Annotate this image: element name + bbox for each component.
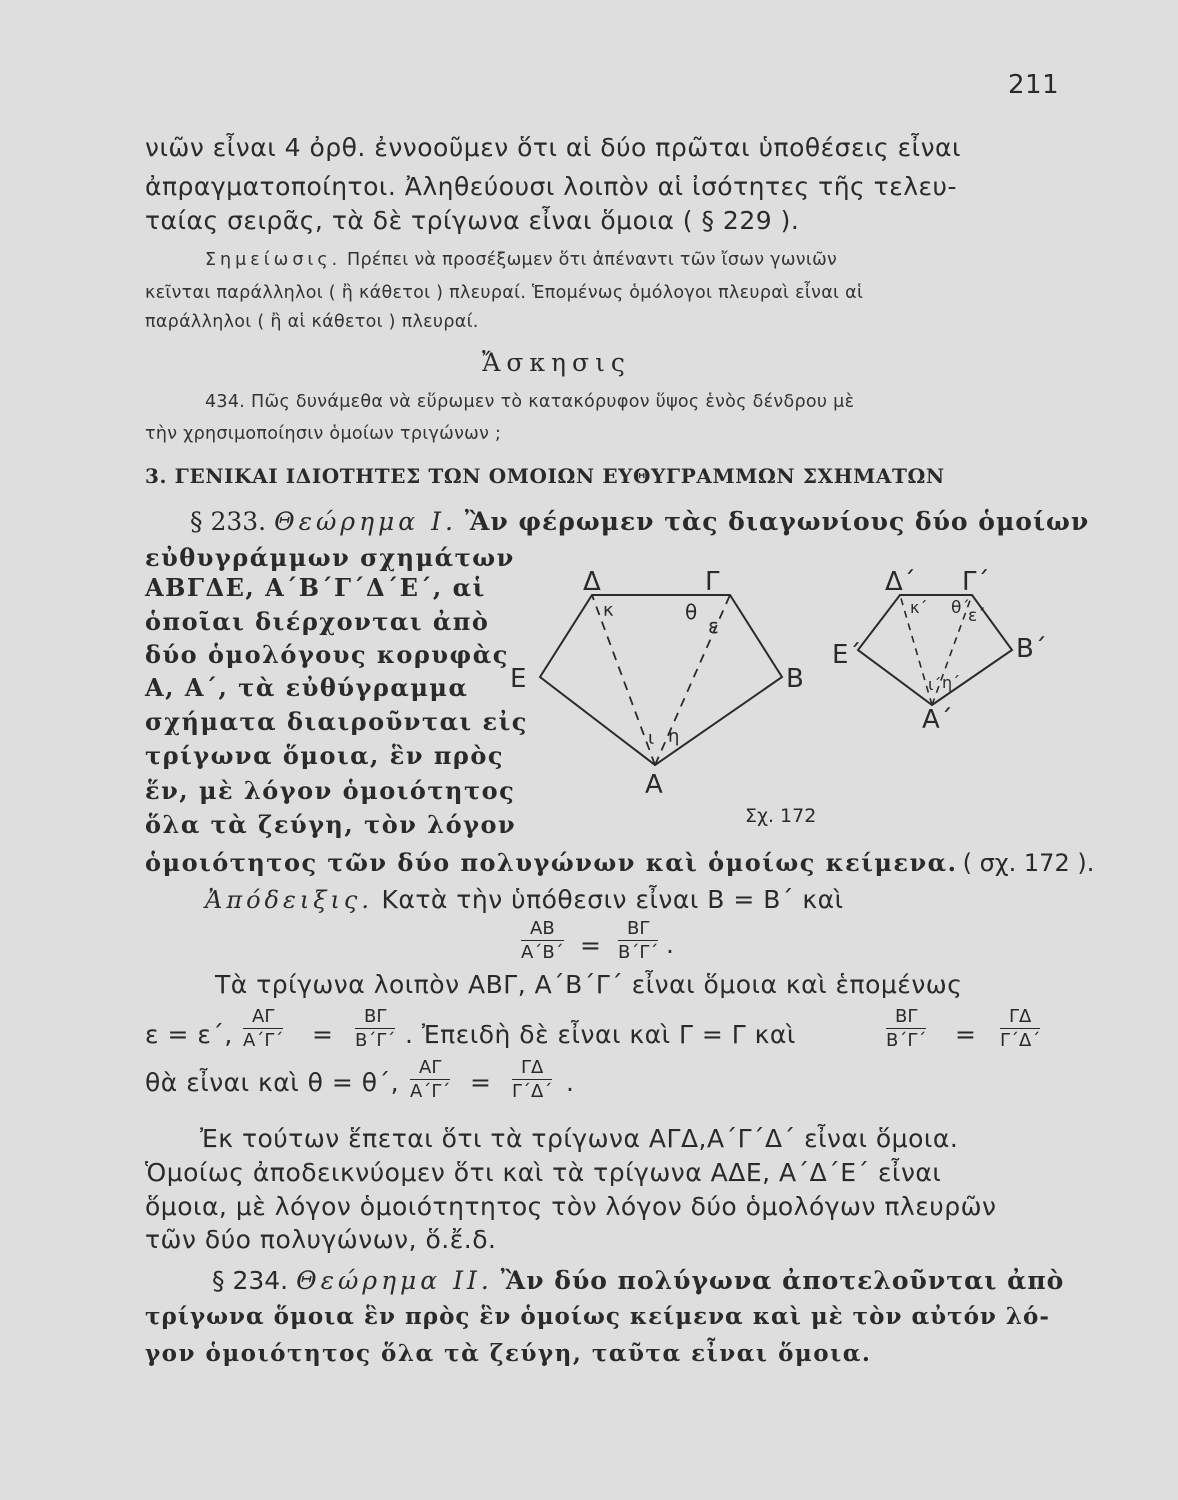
frac2-num: ΒΓ bbox=[618, 918, 658, 941]
note-line2: κεῖνται παράλληλοι ( ἢ κάθετοι ) πλευραί. Ἑπομένως ὁμόλογοι πλευραὶ εἶναι αἱ bbox=[145, 283, 864, 303]
frac7-num: ΑΓ bbox=[410, 1057, 450, 1080]
diagonal-AD bbox=[592, 595, 655, 765]
frac5-den: Β΄Γ΄ bbox=[886, 1030, 927, 1051]
note-label: Σημείωσις. bbox=[205, 250, 342, 270]
eq1: = bbox=[580, 931, 602, 960]
frac6-num: ΓΔ bbox=[1000, 1006, 1040, 1029]
exercise-title: Ἄσκησις bbox=[482, 348, 631, 377]
para1-line3: ταίας σειρᾶς, τὰ δὲ τρίγωνα εἶναι ὅμοια ( § 229 ). bbox=[145, 206, 800, 235]
theorem1-line3: ΑΒΓΔΕ, Α΄Β΄Γ΄Δ΄Ε΄, αἱ bbox=[145, 573, 486, 602]
label-E1: Ε΄ bbox=[832, 640, 862, 670]
frac5-num: ΒΓ bbox=[886, 1006, 926, 1029]
pentagon-large bbox=[540, 595, 782, 765]
label-E: Ε bbox=[510, 664, 527, 694]
angle-io1: ι΄ bbox=[928, 675, 942, 694]
proof-line4-start: θὰ εἶναι καὶ θ = θ΄, bbox=[145, 1068, 400, 1097]
note-line1 bbox=[205, 250, 837, 270]
theorem1-figure-ref: ( σχ. 172 ). bbox=[962, 849, 1095, 877]
frac-AB-over-A1B1 bbox=[521, 918, 564, 963]
frac-BG-over-B1G1-b bbox=[355, 1006, 395, 1051]
eq2: = bbox=[312, 1020, 334, 1049]
label-B: Β bbox=[786, 664, 804, 694]
label-D1: Δ΄ bbox=[885, 567, 916, 597]
theorem1-first-line bbox=[190, 507, 1089, 536]
proof-line7: ὅμοια, μὲ λόγον ὁμοιότητητος τὸν λόγον δύο ὁμολόγων πλευρῶν bbox=[145, 1192, 997, 1221]
theorem1-line2: εὐθυγράμμων σχημάτων bbox=[145, 543, 515, 572]
theorem2-number: § 234. bbox=[212, 1266, 289, 1295]
frac4-num: ΒΓ bbox=[355, 1006, 395, 1029]
frac8-num: ΓΔ bbox=[512, 1057, 552, 1080]
para1-line1: νιῶν εἶναι 4 ὀρθ. ἐννοοῦμεν ὅτι αἱ δύο πρῶται ὑποθέσεις εἶναι bbox=[145, 133, 961, 162]
label-G: Γ bbox=[705, 567, 720, 597]
theorem2-line2: τρίγωνα ὅμοια ἓν πρὸς ἓν ὁμοίως κείμενα καὶ μὲ τὸν αὐτόν λό- bbox=[145, 1303, 1050, 1330]
theorem1-line1: Ἂν φέρωμεν τὰς διαγωνίους δύο ὁμοίων bbox=[464, 507, 1090, 536]
angle-ep1: ε΄ bbox=[968, 606, 986, 626]
angle-ep: ε bbox=[708, 614, 719, 638]
angle-eta1: η΄ bbox=[942, 673, 961, 692]
theorem1-line8: τρίγωνα ὅμοια, ἓν πρὸς bbox=[145, 741, 505, 770]
proof-label: Ἀπόδειξις. bbox=[205, 886, 373, 914]
note-line3: παράλληλοι ( ἢ αἱ κάθετοι ) πλευραί. bbox=[145, 312, 479, 332]
theorem1-line11-row bbox=[145, 848, 1094, 877]
theorem1-line5: δύο ὁμολόγους κορυφὰς bbox=[145, 640, 509, 669]
frac-BG-over-B1G1-c bbox=[886, 1006, 926, 1051]
frac1-num: ΑΒ bbox=[521, 918, 564, 941]
theorem1-line6: Α, Α΄, τὰ εὐθύγραμμα bbox=[145, 673, 469, 702]
proof-line8: τῶν δύο πολυγώνων, ὅ.ἔ.δ. bbox=[145, 1225, 497, 1254]
label-D: Δ bbox=[583, 567, 601, 597]
label-B1: Β΄ bbox=[1016, 634, 1047, 664]
theorem2-first-line bbox=[212, 1266, 1064, 1295]
proof-line6: Ὁμοίως ἀποδεικνύομεν ὅτι καὶ τὰ τρίγωνα ΑΔΕ, Α΄Δ΄Ε΄ εἶναι bbox=[145, 1158, 942, 1187]
frac-GD-over-G1D1 bbox=[1000, 1006, 1040, 1051]
exercise-line1: 434. Πῶς δυνάμεθα νὰ εὕρωμεν τὸ κατακόρυφον ὕψος ἑνὸς δένδρου μὲ bbox=[205, 392, 855, 412]
frac-AG-over-A1G1-b bbox=[410, 1057, 450, 1102]
label-A: Α bbox=[645, 770, 663, 800]
proof-line5: Ἐκ τούτων ἕπεται ὅτι τὰ τρίγωνα ΑΓΔ,Α΄Γ΄Δ΄ εἶναι ὅμοια. bbox=[200, 1124, 959, 1153]
label-G1: Γ΄ bbox=[962, 567, 990, 597]
page-number: 211 bbox=[1008, 70, 1060, 100]
frac4-den: Β΄Γ΄ bbox=[355, 1030, 396, 1051]
theorem2-name: Θεώρημα ΙΙ. bbox=[296, 1266, 493, 1295]
proof-line3-mid: . Ἐπειδὴ δὲ εἶναι καὶ Γ = Γ καὶ bbox=[405, 1020, 796, 1049]
angle-io: ι bbox=[648, 728, 655, 749]
frac-AG-over-A1G1 bbox=[243, 1006, 283, 1051]
frac-BG-over-B1G1 bbox=[618, 918, 658, 963]
proof-line3-start: ε = ε΄, bbox=[145, 1020, 233, 1049]
theorem2-line3: γον ὁμοιότητος ὅλα τὰ ζεύγη, ταῦτα εἶναι ὅμοια. bbox=[145, 1340, 872, 1367]
note-line1-text: Πρέπει νὰ προσέξωμεν ὅτι ἀπέναντι τῶν ἴσων γωνιῶν bbox=[347, 250, 838, 270]
theorem1-line10: ὅλα τὰ ζεύγη, τὸν λόγον bbox=[145, 810, 517, 839]
theorem1-line11: ὁμοιότητος τῶν δύο πολυγώνων καὶ ὁμοίως κείμενα. bbox=[145, 848, 958, 877]
figure-172 bbox=[500, 560, 1060, 840]
proof-line1-row bbox=[205, 885, 844, 914]
angle-eta: η bbox=[668, 726, 680, 747]
proof-line2: Τὰ τρίγωνα λοιπὸν ΑΒΓ, Α΄Β΄Γ΄ εἶναι ὅμοια καὶ ἑπομένως bbox=[215, 970, 963, 999]
para1-line2: ἀπραγματοποίητοι. Ἀληθεύουσι λοιπὸν αἱ ἰσότητες τῆς τελευ- bbox=[145, 172, 958, 201]
theorem1-line4: ὁποῖαι διέρχονται ἀπὸ bbox=[145, 607, 490, 636]
angle-k1: κ΄ bbox=[910, 598, 928, 617]
theorem1-number: § 233. bbox=[190, 507, 267, 536]
theorem1-line9: ἕν, μὲ λόγον ὁμοιότητος bbox=[145, 776, 516, 805]
frac1-den: Α΄Β΄ bbox=[521, 942, 564, 963]
theorem1-line7: σχήματα διαιροῦνται εἰς bbox=[145, 707, 528, 736]
period2: . bbox=[566, 1068, 575, 1097]
proof-line1: Κατὰ τὴν ὑπόθεσιν εἶναι Β = Β΄ καὶ bbox=[381, 885, 844, 914]
frac7-den: Α΄Γ΄ bbox=[410, 1081, 451, 1102]
theorem2-line1: Ἂν δύο πολύγωνα ἀποτελοῦνται ἀπὸ bbox=[500, 1266, 1065, 1295]
label-A1: Α΄ bbox=[922, 705, 953, 735]
frac6-den: Γ΄Δ΄ bbox=[1000, 1030, 1041, 1051]
exercise-line2: τὴν χρησιμοποίησιν ὁμοίων τριγώνων ; bbox=[145, 424, 502, 444]
frac3-den: Α΄Γ΄ bbox=[243, 1030, 284, 1051]
frac8-den: Γ΄Δ΄ bbox=[512, 1081, 553, 1102]
section-heading: 3. ΓΕΝΙΚΑΙ ΙΔΙΟΤΗΤΕΣ ΤΩΝ ΟΜΟΙΩΝ ΕΥΘΥΓΡΑΜΜΩΝ ΣΧΗΜΑΤΩΝ bbox=[145, 464, 945, 488]
angle-th1: θ΄ bbox=[951, 598, 970, 618]
period1: . bbox=[666, 930, 675, 959]
angle-th: θ bbox=[685, 600, 698, 624]
eq4: = bbox=[470, 1068, 492, 1097]
angle-k: κ bbox=[603, 600, 614, 621]
eq3: = bbox=[955, 1020, 977, 1049]
theorem1-name: Θεώρημα Ι. bbox=[274, 507, 457, 536]
frac-GD-over-G1D1-b bbox=[512, 1057, 552, 1102]
frac2-den: Β΄Γ΄ bbox=[618, 942, 659, 963]
figure-caption: Σχ. 172 bbox=[745, 805, 817, 827]
frac3-num: ΑΓ bbox=[243, 1006, 283, 1029]
